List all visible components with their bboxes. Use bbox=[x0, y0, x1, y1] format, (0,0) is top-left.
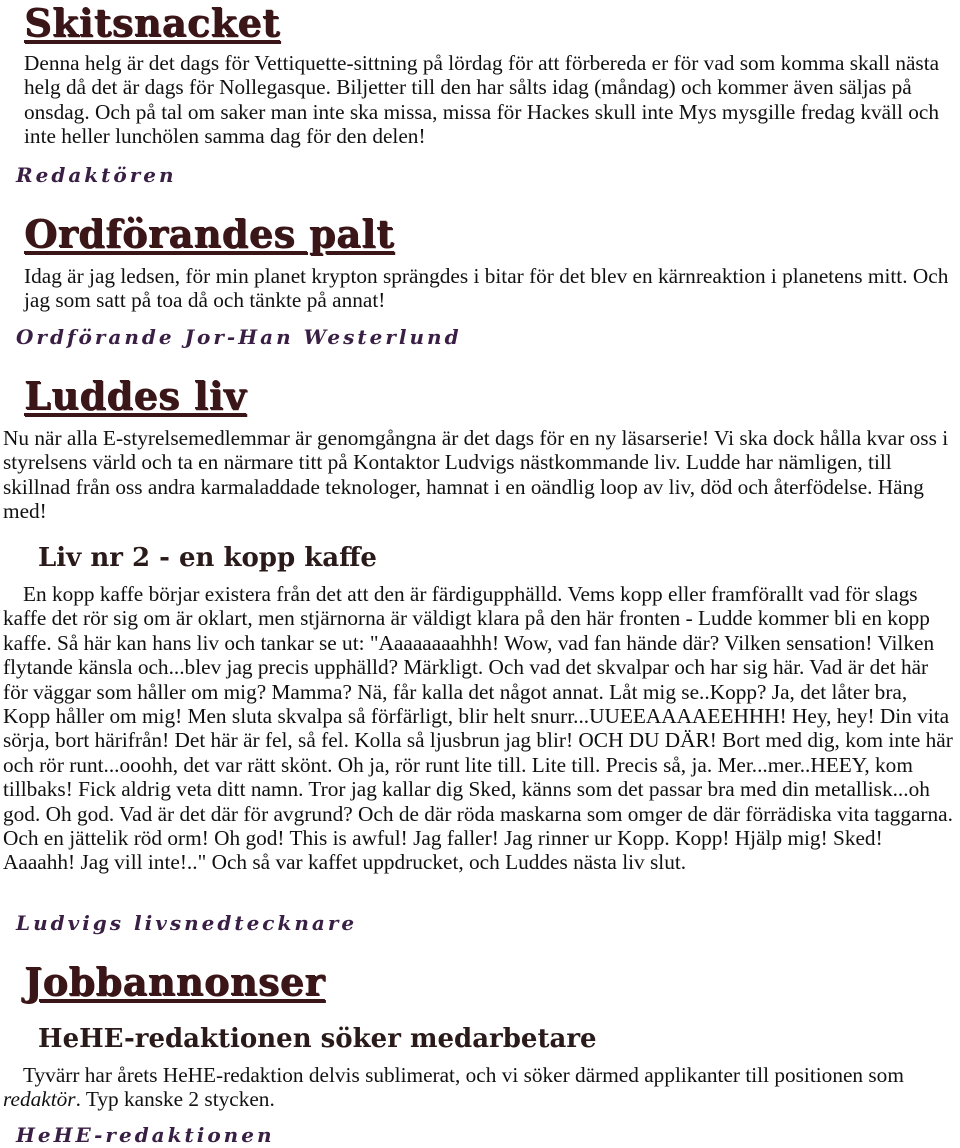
signature-ordforande: Ordförande Jor-Han Westerlund bbox=[16, 325, 462, 349]
signature-redaktoren: Redaktören bbox=[16, 163, 177, 187]
section-heading-ordforandes-palt: Ordförandes palt bbox=[24, 211, 395, 256]
section-body-luddes-liv: Nu när alla E-styrelsemedlemmar är genomgångna är det dags för en ny läsarserie! Vi ska dock hålla kvar oss i styrelsens värld och ta en närmare titt på Kontaktor Ludvigs nästkommande liv. Ludde har nämligen, till skillnad från oss andra karmaladdade teknologer, hamnat i en oändlig loop av liv, död och återfödelse. Häng med! bbox=[3, 426, 949, 524]
signature-hehe-redaktionen: HeHE-redaktionen bbox=[16, 1123, 275, 1147]
section-heading-jobbannonser: Jobbannonser bbox=[24, 959, 325, 1004]
subsection-body-liv-nr-2: En kopp kaffe börjar existera från det att den är färdigupphälld. Vems kopp eller framförallt vad för slags kaffe det rör sig om är oklart, men stjärnorna är väldigt klara på den här fronten - Ludde kommer bli en kopp kaffe. Så här kan hans liv och tankar se ut: "Aaaaaaaahhh! Wow, vad fan hände där? Vilken sensation! Vilken flytande känsla och...blev jag precis upphälld? Märkligt. Och vad det skvalpar och har sig här. Vad är det här för väggar som håller om mig? Mamma? Nä, får kalla det något annat. Låt mig se..Kopp? Ja, det låter bra, Kopp håller om mig! Men sluta skvalpa så förfärligt, blir helt snurr...UUEEAAAAEEHHH! Hey, hey! Din vita sörja, bort härifrån! Det här är fel, så fel. Kolla så ljusbrun jag blir! OCH DU DÄR! Bort med dig, kom inte här och rör runt...ooohh, det var rätt skönt. Oh ja, rör runt lite till. Lite till. Precis så, ja. Mer...mer..HEEY, kom tillbaks! Fick aldrig veta ditt namn. Tror jag kallar dig Sked, känns som det passar bra med din metallisk...oh god. Oh god. Vad är det där för avgrund? Och de där röda maskarna som omger de där förrädiska vita taggarna. Och en jättelik röd orm! Oh god! This is awful! Jag faller! Jag rinner ur Kopp. Kopp! Hjälp mig! Sked! Aaaahh! Jag vill inte!.." Och så var kaffet uppdrucket, och Luddes nästa liv slut. bbox=[3, 582, 953, 875]
signature-ludvigs-livsnedtecknare: Ludvigs livsnedtecknare bbox=[16, 911, 358, 935]
section-body-ordforandes-palt: Idag är jag ledsen, för min planet krypton sprängdes i bitar för det blev en kärnreaktion i planetens mitt. Och jag som satt på toa då och tänkte på annat! bbox=[24, 264, 949, 313]
body-text-pre: Tyvärr har årets HeHE-redaktion delvis sublimerat, och vi söker därmed applikanter till positionen som bbox=[23, 1063, 904, 1087]
section-heading-skitsnacket: Skitsnacket bbox=[24, 0, 281, 45]
subsection-body-hehe-soker bbox=[3, 1063, 953, 1112]
body-text-post: . Typ kanske 2 stycken. bbox=[75, 1087, 275, 1112]
body-text-emphasis: redaktör bbox=[3, 1087, 76, 1112]
subheading-hehe-soker: HeHE-redaktionen söker medarbetare bbox=[38, 1024, 597, 1054]
section-body-skitsnacket: Denna helg är det dags för Vettiquette-sittning på lördag för att förbereda er för vad som komma skall nästa helg då det är dags för Nollegasque. Biljetter till den har sålts idag (måndag) och kommer även säljas på onsdag. Och på tal om saker man inte ska missa, missa för Hackes skull inte Mys mysgille fredag kväll och inte heller lunchölen samma dag för den delen! bbox=[24, 51, 940, 149]
section-heading-luddes-liv: Luddes liv bbox=[24, 373, 247, 418]
subheading-liv-nr-2: Liv nr 2 - en kopp kaffe bbox=[38, 543, 377, 573]
